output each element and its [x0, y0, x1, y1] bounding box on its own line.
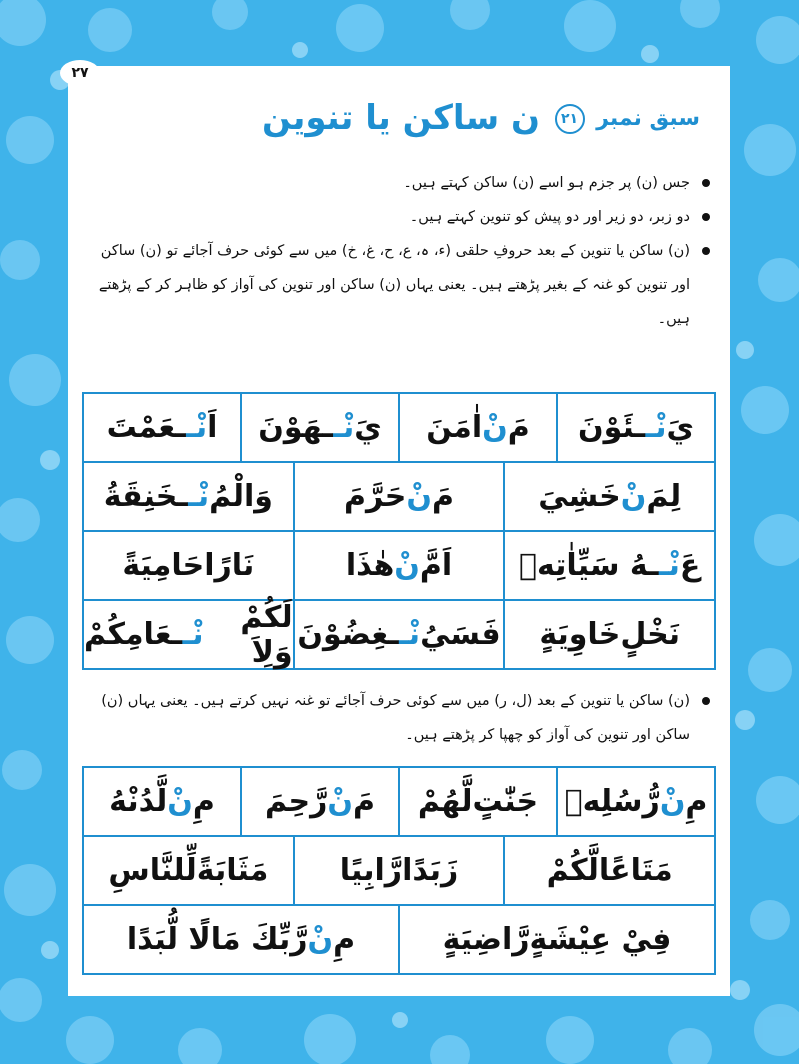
table-row	[84, 906, 714, 973]
table-row	[84, 463, 714, 532]
highlighted-noon: نْ	[620, 479, 647, 514]
example-word-cell	[293, 532, 504, 599]
example-word-cell	[84, 394, 240, 461]
word-part: ـخَنِقَةُ	[103, 479, 188, 514]
word-part: رَّابِيًا	[339, 853, 403, 888]
word-part: وَالْمُ	[209, 479, 273, 514]
word-part: رَّاضِيَةٍ	[442, 922, 530, 957]
table-row	[84, 601, 714, 668]
word-part: لَكُمْ وَلِاَ	[240, 599, 293, 670]
highlighted-noon: نْـ	[644, 410, 667, 445]
word-part: رَّحِمَ	[264, 784, 328, 819]
word-part: ـهَوْنَ	[258, 410, 333, 445]
example-word-cell	[240, 768, 398, 835]
rules-top	[90, 166, 712, 336]
highlighted-noon: نْ	[167, 784, 193, 819]
lesson-label-text: سبق نمبر	[596, 106, 700, 131]
word-part: مَ	[431, 479, 454, 514]
table-row	[84, 768, 714, 837]
page-number: ۲۷	[60, 60, 100, 86]
word-part: مَتَاعًا	[598, 853, 673, 888]
highlighted-noon: نْ	[482, 410, 508, 445]
lesson-title: ن ساکن یا تنوین	[262, 98, 540, 138]
word-part: مَ	[507, 410, 530, 445]
example-word-cell	[84, 906, 398, 973]
word-part: حَرَّمَ	[344, 479, 407, 514]
example-word-cell	[293, 837, 504, 904]
highlighted-noon: نْ	[394, 548, 420, 583]
lesson-number-badge: ۲۱	[555, 104, 585, 134]
word-part: لِمَ	[646, 479, 682, 514]
example-word-cell	[398, 394, 556, 461]
word-part: يَ	[354, 410, 382, 445]
examples-table-halqi	[82, 392, 716, 670]
word-part: عَ	[679, 548, 701, 583]
word-part: ـعَمْتَ	[106, 410, 186, 445]
word-part: زَبَدًا	[402, 853, 459, 888]
word-part: مِ	[333, 922, 356, 957]
word-part: رَّبِّكَ مَالًا لُّبَدًا	[126, 922, 308, 957]
word-part: لَّكُمْ	[546, 853, 599, 888]
example-word-cell	[240, 394, 398, 461]
word-part: لَّهُمْ	[417, 784, 473, 819]
example-word-cell	[503, 532, 714, 599]
word-part: خَشِيَ	[538, 479, 621, 514]
example-word-cell	[556, 768, 714, 835]
example-word-cell	[503, 601, 714, 668]
word-part: حَامِيَةً	[122, 548, 205, 583]
word-part: فَسَيُ	[420, 617, 501, 652]
word-part: نَخْلٍ	[620, 617, 680, 652]
highlighted-noon: نْ	[406, 479, 432, 514]
word-part: فِيْ عِيْشَةٍ	[529, 922, 672, 957]
word-part: يَ	[666, 410, 694, 445]
example-word-cell	[293, 463, 504, 530]
rule-item: (ن) ساکن یا تنوین کے بعد حروفِ حلقی (ء، ہ، ع، ح، غ، خ) میں سے کوئی حرف آجائے تو (ن) ساکن اور تنوین کو غنہ کے بغیر پڑھتے ہیں۔ یعنی یہاں (ن) ساکن اور تنوین کی آواز کو ظاہر کر کے پڑھتے ہیں۔	[90, 234, 712, 336]
lesson-header	[68, 94, 730, 154]
example-word-cell	[84, 601, 293, 668]
example-word-cell	[398, 906, 714, 973]
word-part: جَنّٰتٍ	[472, 784, 539, 819]
word-part: ـئَوْنَ	[578, 410, 645, 445]
lesson-page	[68, 66, 730, 996]
highlighted-noon: نْـ	[398, 617, 421, 652]
word-part: نَارًا	[204, 548, 255, 583]
example-word-cell	[556, 394, 714, 461]
highlighted-noon: نْـ	[658, 548, 680, 583]
word-part: مَ	[353, 784, 376, 819]
highlighted-noon: نْـ	[185, 410, 208, 445]
example-word-cell	[84, 837, 293, 904]
rule-item: (ن) ساکن یا تنوین کے بعد (ل، ر) میں سے کوئی حرف آجائے تو غنہ نہیں کرتے ہیں۔ یعنی یہاں (ن) ساکن اور تنوین کی آواز کو چھپا کر پڑھتے ہیں۔	[90, 684, 712, 752]
word-part: لِّلنَّاسِ	[108, 853, 197, 888]
rule-item: دو زبر، دو زیر اور دو پیش کو تنوین کہتے ہیں۔	[90, 200, 712, 234]
word-part: لَّدُنْهُ	[109, 784, 168, 819]
example-word-cell	[84, 532, 293, 599]
highlighted-noon: نْ	[327, 784, 354, 819]
highlighted-noon: نْ	[307, 922, 334, 957]
word-part: رُّسُلِهٖ	[564, 784, 660, 819]
highlighted-noon: نْـ	[187, 479, 210, 514]
example-word-cell	[84, 768, 240, 835]
word-part: خَاوِيَةٍ	[539, 617, 621, 652]
word-part: اٰمَنَ	[426, 410, 483, 445]
table-row	[84, 394, 714, 463]
example-word-cell	[398, 768, 556, 835]
highlighted-noon: نْ	[659, 784, 686, 819]
example-word-cell	[293, 601, 504, 668]
example-word-cell	[84, 463, 293, 530]
word-part: ـغِضُوْنَ	[297, 617, 399, 652]
rules-middle	[90, 684, 712, 752]
word-part: ـعَامِكُمْ	[83, 617, 182, 652]
example-word-cell	[503, 463, 714, 530]
table-row	[84, 837, 714, 906]
highlighted-noon: نْـ	[332, 410, 355, 445]
word-part: مَثَابَةً	[196, 853, 269, 888]
word-part: مِ	[685, 784, 708, 819]
highlighted-noon: نْـ	[181, 617, 204, 652]
word-part: ـهُ سَيِّاٰتِهٖ	[518, 548, 659, 583]
rule-item: جس (ن) پر جزم ہو اسے (ن) ساکن کہتے ہیں۔	[90, 166, 712, 200]
word-part: مِ	[192, 784, 215, 819]
examples-table-lam-ra	[82, 766, 716, 975]
table-row	[84, 532, 714, 601]
word-part: هٰذَا	[345, 548, 395, 583]
example-word-cell	[503, 837, 714, 904]
word-part: اَمَّ	[419, 548, 453, 583]
word-part: اَ	[207, 410, 218, 445]
lesson-label	[555, 104, 700, 134]
